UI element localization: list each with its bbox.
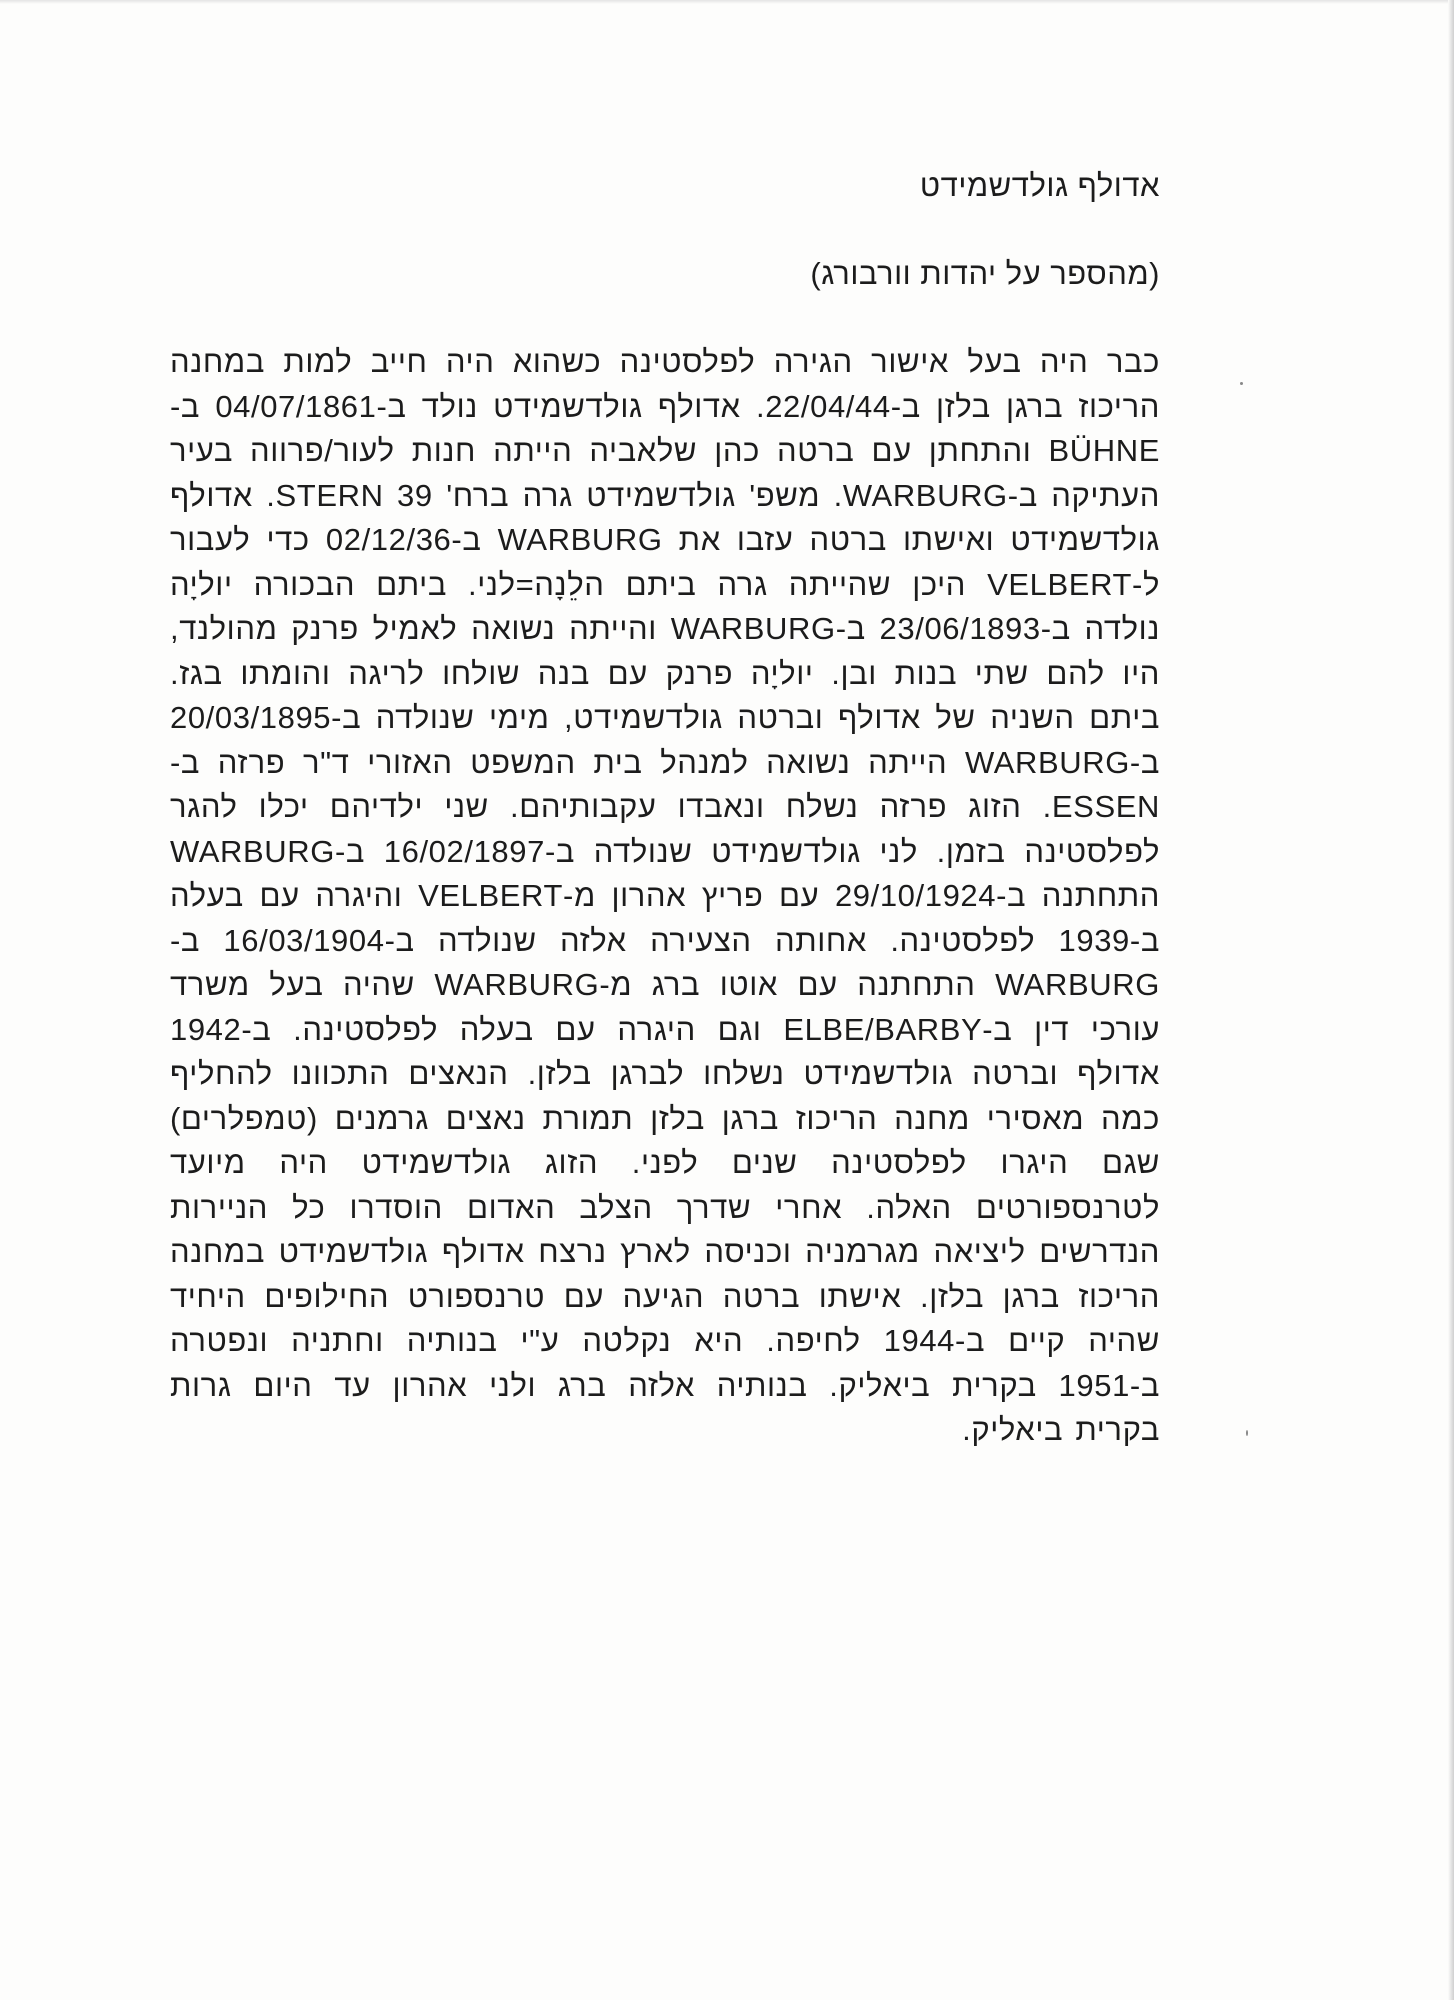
scan-speck [1240,382,1243,385]
document-subtitle: (מהספר על יהדות וורבורג) [810,256,1160,291]
document-page [170,168,1160,1453]
scan-edge-right [1448,0,1454,2000]
document-body: כבר היה בעל אישור הגירה לפלסטינה כשהוא היה חייב למות במחנה הריכוז ברגן בלזן ב-22/04/44. אדולף גולדשמידט נולד ב-04/07/1861 ב-BÜHNE והתחתן עם ברטה כהן שלאביה הייתה חנות לעור/פרווה בעיר העתיקה ב-WARBURG. משפ' גולדשמידט גרה ברח' STERN 39. אדולף גולדשמידט ואישתו ברטה עזבו את WARBURG ב-02/12/36 כדי לעבור ל-VELBERT היכן שהייתה גרה ביתם הלֵנָה=לני. ביתם הבכורה יוליָה נולדה ב-23/06/1893 ב-WARBURG והייתה נשואה לאמיל פרנק מהולנד, היו להם שתי בנות ובן. יוליָה פרנק עם בנה שולחו לריגה והומתו בגז. ביתם השניה של אדולף וברטה גולדשמידט, מימי שנולדה ב-20/03/1895 ב-WARBURG הייתה נשואה למנהל בית המשפט האזורי ד"ר פרזה ב-ESSEN. הזוג פרזה נשלח ונאבדו עקבותיהם. שני ילדיהם יכלו להגר לפלסטינה בזמן. לני גולדשמידט שנולדה ב-16/02/1897 ב-WARBURG התחתנה ב-29/10/1924 עם פריץ אהרון מ-VELBERT והיגרה עם בעלה ב-1939 לפלסטינה. אחותה הצעירה אלזה שנולדה ב-16/03/1904 ב-WARBURG התחתנה עם אוטו ברג מ-WARBURG שהיה בעל משרד עורכי דין ב-ELBE/BARBY וגם היגרה עם בעלה לפלסטינה. ב-1942 אדולף וברטה גולדשמידט נשלחו לברגן בלזן. הנאצים התכוונו להחליף כמה מאסירי מחנה הריכוז ברגן בלזן תמורת נאצים גרמנים (טמפלרים) שגם היגרו לפלסטינה שנים לפני. הזוג גולדשמידט היה מיועד לטרנספורטים האלה. אחרי שדרך הצלב האדום הוסדרו כל הניירות הנדרשים ליציאה מגרמניה וכניסה לארץ נרצח אדולף גולדשמידט במחנה הריכוז ברגן בלזן. אישתו ברטה הגיעה עם טרנספורט החילופים היחיד שהיה קיים ב-1944 לחיפה. היא נקלטה ע"י בנותיה וחתניה ונפטרה ב-1951 בקרית ביאליק. בנותיה אלזה ברג ולני אהרון עד היום גרות בקרית ביאליק. [170,344,1160,1447]
document-title: אדולף גולדשמידט [919,168,1160,203]
scan-speck [1246,1430,1248,1436]
scan-edge-top [0,0,1454,4]
